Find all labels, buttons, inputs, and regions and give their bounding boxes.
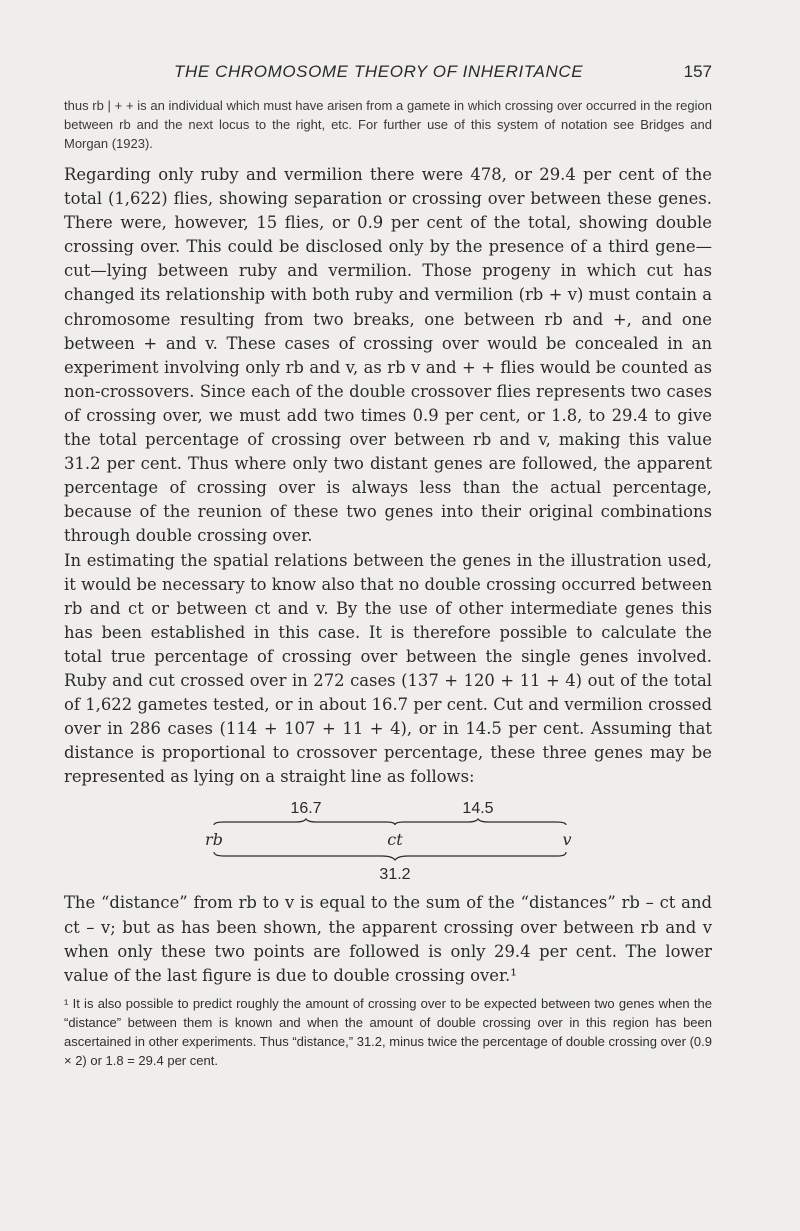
paragraph-1: Regarding only ruby and vermilion there were 478, or 29.4 per cent of the total (1,622) flies, showing separation or crossing over between these genes. There were, however, 15 flies, or 0.9 per cent of the total, showing double crossing over. This could be disclosed only by the presence of a third gene—cut—lying between ruby and vermilion. Those progeny in which cut has changed its relationship with both ruby and vermilion (rb + v) must contain a chromosome resulting from two breaks, one between rb and +, and one between + and v. These cases of crossing over would be concealed in an experiment involving only rb and v, as rb v and + + flies would be counted as non-crossovers. Since each of the double crossover flies represents two cases of crossing over, we must add two times 0.9 per cent, or 1.8, to 29.4 to give the total percentage of crossing over between rb and v, making this value 31.2 per cent. Thus where only two distant genes are followed, the apparent percentage of crossing over is always less than the actual percentage, because of the reunion of these two genes into their original combinations through double crossing over. [64, 165, 712, 546]
gene-label-v: v [562, 830, 572, 850]
distance-label-rb-ct: 16.7 [290, 800, 322, 818]
footnote-continuation: thus rb | + + is an individual which must have arisen from a gamete in which crossing over occurred in the region between rb and the next locus to the right, etc. For further use of this system of notation see Bridges and Morgan (1923). [64, 98, 712, 151]
gene-label-rb: rb [205, 830, 223, 850]
running-head: THE CHROMOSOME THEORY OF INHERITANCE [174, 62, 584, 81]
page-number: 157 [683, 62, 712, 81]
gene-map-svg [64, 793, 712, 885]
brace-rb-v [214, 852, 566, 860]
distance-label-ct-v: 14.5 [462, 800, 494, 818]
distance-label-rb-v: 31.2 [379, 866, 411, 884]
brace-rb-ct [214, 819, 395, 825]
brace-ct-v [395, 819, 566, 825]
footnote: ¹ It is also possible to predict roughly the amount of crossing over to be expected between two genes when the “distance” between them is known and when the amount of double crossing over in this region has been ascertained in other experiments. Thus “distance,” 31.2, minus twice the percentage of double crossing over (0.9 × 2) or 1.8 = 29.4 per cent. [64, 995, 712, 1068]
body-text-lower [64, 891, 712, 987]
page-header [64, 58, 712, 86]
paragraph-3: The “distance” from rb to v is equal to the sum of the “distances” rb – ct and ct – v; but as has been shown, the apparent crossing over between rb and v when only these two points are followed is only 29.4 per cent. The lower value of the last figure is due to double crossing over.¹ [64, 893, 712, 985]
body-text [64, 163, 712, 789]
paragraph-2: In estimating the spatial relations between the genes in the illustration used, it would be necessary to know also that no double crossing occurred between rb and ct or between ct and v. By the use of other intermediate genes this has been established in this case. It is therefore possible to calculate the total true percentage of crossing over between the single genes involved. Ruby and cut crossed over in 272 cases (137 + 120 + 11 + 4) out of the total of 1,622 gametes tested, or in about 16.7 per cent. Cut and vermilion crossed over in 286 cases (114 + 107 + 11 + 4), or in 14.5 per cent. Assuming that distance is proportional to crossover percentage, these three genes may be represented as lying on a straight line as follows: [64, 550, 712, 787]
gene-label-ct: ct [387, 830, 403, 850]
book-page [64, 58, 712, 1070]
gene-map-diagram [64, 793, 712, 885]
